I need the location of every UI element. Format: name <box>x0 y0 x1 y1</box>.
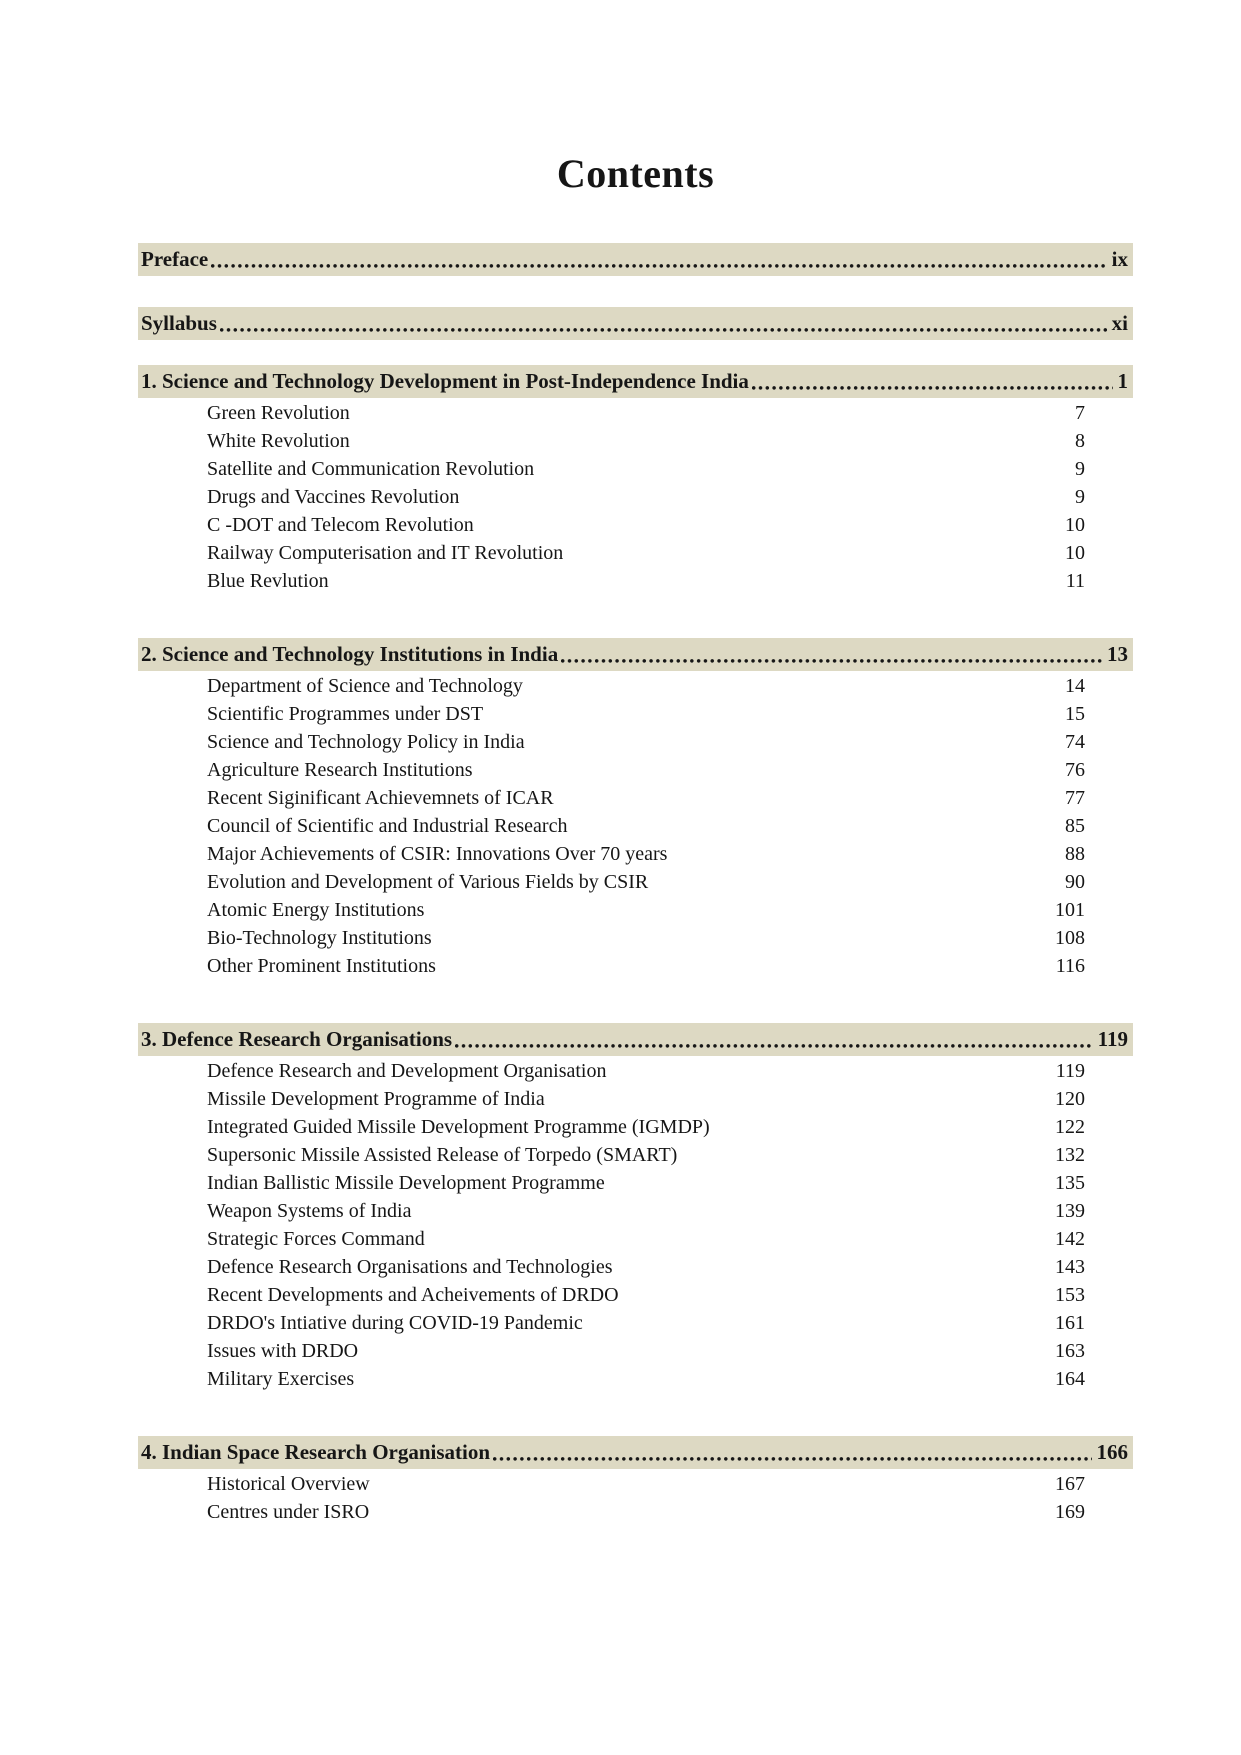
toc-item-row[interactable] <box>138 458 1133 486</box>
dot-leader <box>220 328 1107 332</box>
toc-item-page: 101 <box>1055 899 1085 921</box>
toc-section-heading-row[interactable] <box>138 638 1133 671</box>
toc-item-page: 10 <box>1065 542 1085 564</box>
dot-leader <box>493 1457 1091 1461</box>
toc-item-label: Council of Scientific and Industrial Research <box>207 815 568 837</box>
toc-item-row[interactable] <box>138 1228 1133 1256</box>
toc-heading-page: 166 <box>1096 1440 1128 1464</box>
toc-heading-label: 3. Defence Research Organisations <box>141 1027 453 1051</box>
toc-item-row[interactable] <box>138 570 1133 598</box>
toc-section-heading-row[interactable] <box>138 365 1133 398</box>
toc-item-row[interactable] <box>138 1501 1133 1529</box>
toc-item-page: 120 <box>1055 1088 1085 1110</box>
toc-heading-label: 4. Indian Space Research Organisation <box>141 1440 491 1464</box>
toc-item-label: Scientific Programmes under DST <box>207 703 484 725</box>
toc-heading-label: Syllabus <box>141 311 217 335</box>
toc-item-row[interactable] <box>138 787 1133 815</box>
toc-item-row[interactable] <box>138 1256 1133 1284</box>
toc-section-items <box>138 398 1133 598</box>
toc-item-label: Centres under ISRO <box>207 1501 370 1523</box>
toc-item-row[interactable] <box>138 675 1133 703</box>
toc-item-page: 122 <box>1055 1116 1085 1138</box>
toc-item-label: Major Achievements of CSIR: Innovations Over 70 years <box>207 843 668 865</box>
toc-item-row[interactable] <box>138 514 1133 542</box>
toc-item-row[interactable] <box>138 1200 1133 1228</box>
toc-section-heading-row[interactable] <box>138 1436 1133 1469</box>
toc-item-row[interactable] <box>138 731 1133 759</box>
toc-item-row[interactable] <box>138 815 1133 843</box>
toc-item-page: 77 <box>1065 787 1085 809</box>
toc-item-label: Historical Overview <box>207 1473 370 1495</box>
toc <box>138 243 1133 1529</box>
toc-section-items <box>138 671 1133 983</box>
toc-item-label: Defence Research and Development Organisation <box>207 1060 607 1082</box>
toc-item-page: 108 <box>1055 927 1085 949</box>
toc-item-row[interactable] <box>138 1312 1133 1340</box>
toc-item-row[interactable] <box>138 843 1133 871</box>
toc-item-label: Atomic Energy Institutions <box>207 899 425 921</box>
toc-heading-page: 119 <box>1097 1027 1128 1051</box>
toc-item-page: 9 <box>1075 486 1085 508</box>
toc-front-matter-row[interactable] <box>138 307 1133 340</box>
toc-item-label: White Revolution <box>207 430 350 452</box>
toc-heading-page: 13 <box>1107 642 1128 666</box>
dot-leader <box>455 1044 1093 1048</box>
toc-item-label: Science and Technology Policy in India <box>207 731 525 753</box>
toc-item-label: Weapon Systems of India <box>207 1200 412 1222</box>
toc-item-page: 143 <box>1055 1256 1085 1278</box>
toc-item-label: Green Revolution <box>207 402 350 424</box>
dot-leader <box>211 264 1106 268</box>
toc-item-page: 163 <box>1055 1340 1085 1362</box>
toc-item-row[interactable] <box>138 1473 1133 1501</box>
toc-item-label: Indian Ballistic Missile Development Programme <box>207 1172 605 1194</box>
toc-item-page: 164 <box>1055 1368 1085 1390</box>
toc-front-matter-row[interactable] <box>138 243 1133 276</box>
toc-heading-label: 2. Science and Technology Institutions in India <box>141 642 559 666</box>
toc-section-heading-row[interactable] <box>138 1023 1133 1056</box>
toc-item-row[interactable] <box>138 542 1133 570</box>
toc-heading-label: Preface <box>141 247 209 271</box>
page-title: Contents <box>556 151 715 196</box>
toc-item-label: Strategic Forces Command <box>207 1228 425 1250</box>
toc-item-page: 142 <box>1055 1228 1085 1250</box>
toc-item-label: Bio-Technology Institutions <box>207 927 432 949</box>
dot-leader <box>561 659 1102 663</box>
toc-item-page: 76 <box>1065 759 1085 781</box>
toc-item-page: 116 <box>1055 955 1085 977</box>
toc-item-label: Recent Developments and Acheivements of DRDO <box>207 1284 619 1306</box>
toc-item-label: Department of Science and Technology <box>207 675 523 697</box>
toc-section <box>138 365 1133 598</box>
toc-item-row[interactable] <box>138 703 1133 731</box>
toc-section-items <box>138 1469 1133 1529</box>
toc-item-label: Defence Research Organisations and Technologies <box>207 1256 613 1278</box>
toc-item-row[interactable] <box>138 1172 1133 1200</box>
toc-item-page: 153 <box>1055 1284 1085 1306</box>
toc-item-row[interactable] <box>138 1144 1133 1172</box>
toc-item-label: Issues with DRDO <box>207 1340 359 1362</box>
toc-item-page: 132 <box>1055 1144 1085 1166</box>
toc-item-label: Drugs and Vaccines Revolution <box>207 486 460 508</box>
toc-item-label: Railway Computerisation and IT Revolution <box>207 542 564 564</box>
toc-item-row[interactable] <box>138 955 1133 983</box>
toc-heading-label: 1. Science and Technology Development in Post-Independence India <box>141 369 749 393</box>
toc-item-page: 169 <box>1055 1501 1085 1523</box>
toc-item-label: Recent Siginificant Achievemnets of ICAR <box>207 787 554 809</box>
dot-leader <box>752 386 1113 390</box>
toc-item-row[interactable] <box>138 486 1133 514</box>
toc-item-row[interactable] <box>138 402 1133 430</box>
toc-section <box>138 1023 1133 1396</box>
toc-item-page: 167 <box>1055 1473 1085 1495</box>
toc-item-page: 7 <box>1075 402 1085 424</box>
toc-section <box>138 1436 1133 1529</box>
toc-item-page: 85 <box>1065 815 1085 837</box>
toc-item-label: Integrated Guided Missile Development Programme (IGMDP) <box>207 1116 710 1138</box>
toc-item-page: 9 <box>1075 458 1085 480</box>
toc-item-page: 88 <box>1065 843 1085 865</box>
toc-item-page: 74 <box>1065 731 1085 753</box>
toc-item-row[interactable] <box>138 1340 1133 1368</box>
toc-item-label: Evolution and Development of Various Fields by CSIR <box>207 871 649 893</box>
toc-item-row[interactable] <box>138 899 1133 927</box>
toc-item-page: 119 <box>1055 1060 1085 1082</box>
toc-item-row[interactable] <box>138 1088 1133 1116</box>
toc-item-label: Supersonic Missile Assisted Release of Torpedo (SMART) <box>207 1144 678 1166</box>
toc-item-page: 8 <box>1075 430 1085 452</box>
toc-section <box>138 638 1133 983</box>
toc-item-label: Other Prominent Institutions <box>207 955 436 977</box>
toc-item-page: 90 <box>1065 871 1085 893</box>
toc-item-row[interactable] <box>138 430 1133 458</box>
toc-section-items <box>138 1056 1133 1396</box>
toc-item-row[interactable] <box>138 927 1133 955</box>
toc-item-page: 11 <box>1065 570 1085 592</box>
toc-item-page: 15 <box>1065 703 1085 725</box>
contents-area <box>138 150 1133 1529</box>
toc-heading-page: xi <box>1111 311 1128 335</box>
toc-item-label: C -DOT and Telecom Revolution <box>207 514 474 536</box>
toc-item-label: DRDO's Intiative during COVID-19 Pandemic <box>207 1312 583 1334</box>
toc-item-label: Agriculture Research Institutions <box>207 759 473 781</box>
toc-item-label: Satellite and Communication Revolution <box>207 458 535 480</box>
toc-item-label: Missile Development Programme of India <box>207 1088 545 1110</box>
toc-item-page: 161 <box>1055 1312 1085 1334</box>
toc-item-page: 14 <box>1065 675 1085 697</box>
toc-heading-page: 1 <box>1117 369 1128 393</box>
toc-item-page: 10 <box>1065 514 1085 536</box>
toc-item-label: Military Exercises <box>207 1368 355 1390</box>
toc-item-page: 139 <box>1055 1200 1085 1222</box>
toc-item-row[interactable] <box>138 1368 1133 1396</box>
toc-item-row[interactable] <box>138 1116 1133 1144</box>
toc-item-label: Blue Revlution <box>207 570 329 592</box>
toc-item-page: 135 <box>1055 1172 1085 1194</box>
toc-heading-page: ix <box>1111 247 1128 271</box>
toc-item-row[interactable] <box>138 759 1133 787</box>
toc-item-row[interactable] <box>138 1060 1133 1088</box>
toc-item-row[interactable] <box>138 871 1133 899</box>
toc-item-row[interactable] <box>138 1284 1133 1312</box>
